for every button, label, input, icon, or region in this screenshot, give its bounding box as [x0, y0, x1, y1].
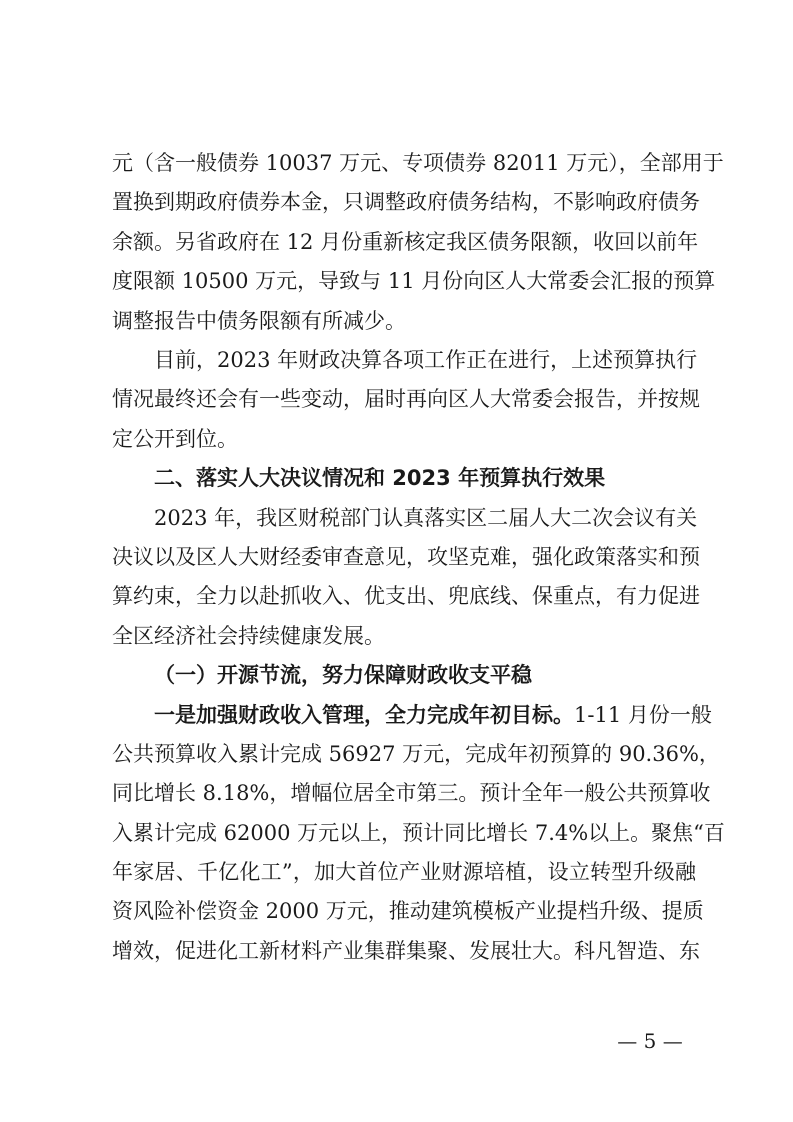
section-heading: 二、落实人大决议情况和 2023 年预算执行效果 — [154, 466, 606, 491]
sub-heading: （一）开源节流，努力保障财政收支平稳 — [154, 663, 532, 688]
text-line: 同比增长 8.18%，增幅位居全市第三。预计全年一般公共预算收 — [112, 781, 711, 806]
paragraph-final-accounts — [112, 341, 700, 459]
text-line: 定公开到位。 — [112, 426, 238, 451]
text-line — [112, 695, 712, 734]
text-line: 资风险补偿资金 2000 万元，推动建筑模板产业提档升级、提质 — [112, 899, 704, 924]
text-line: 公共预算收入累计完成 56927 万元，完成年初预算的 90.36%， — [112, 741, 720, 766]
paragraph-revenue-management — [112, 695, 725, 971]
text-line: 算约束，全力以赴抓收入、优支出、兜底线、保重点，有力促进 — [112, 584, 700, 609]
lead-bold-text: 一是加强财政收入管理，全力完成年初目标。 — [154, 702, 574, 728]
text-line: 元（含一般债券 10037 万元、专项债券 82011 万元），全部用于 — [112, 151, 724, 175]
text-line: 决议以及区人大财经委审查意见，攻坚克难，强化政策落实和预 — [112, 544, 700, 569]
page-number: — 5 — — [617, 1029, 683, 1053]
text-line: 置换到期政府债券本金，只调整政府债务结构，不影响政府债务 — [112, 190, 700, 215]
document-body — [112, 144, 725, 971]
paragraph-debt-replacement — [112, 144, 724, 341]
text-line: 情况最终还会有一些变动，届时再向区人大常委会报告，并按规 — [112, 387, 700, 412]
text-line: 全区经济社会持续健康发展。 — [112, 623, 385, 648]
text-line: 入累计完成 62000 万元以上，预计同比增长 7.4%以上。聚焦“百 — [112, 820, 725, 845]
text-line: 余额。另省政府在 12 月份重新核定我区债务限额，收回以前年 — [112, 229, 699, 254]
text-line: 增效，促进化工新材料产业集群集聚、发展壮大。科凡智造、东 — [112, 938, 700, 963]
text-line: 年家居、千亿化工”，加大首位产业财源培植，设立转型升级融 — [112, 860, 696, 885]
text-line: 2023 年，我区财税部门认真落实区二届人大二次会议有关 — [154, 505, 698, 530]
text-line: 目前，2023 年财政决算各项工作正在进行，上述预算执行 — [154, 347, 698, 372]
text-line: 度限额 10500 万元，导致与 11 月份向区人大常委会汇报的预算 — [112, 269, 716, 294]
lead-rest-text: 1-11 月份一般 — [574, 703, 712, 728]
paragraph-resolution-implementation — [112, 499, 700, 657]
text-line: 调整报告中债务限额有所减少。 — [112, 308, 406, 333]
